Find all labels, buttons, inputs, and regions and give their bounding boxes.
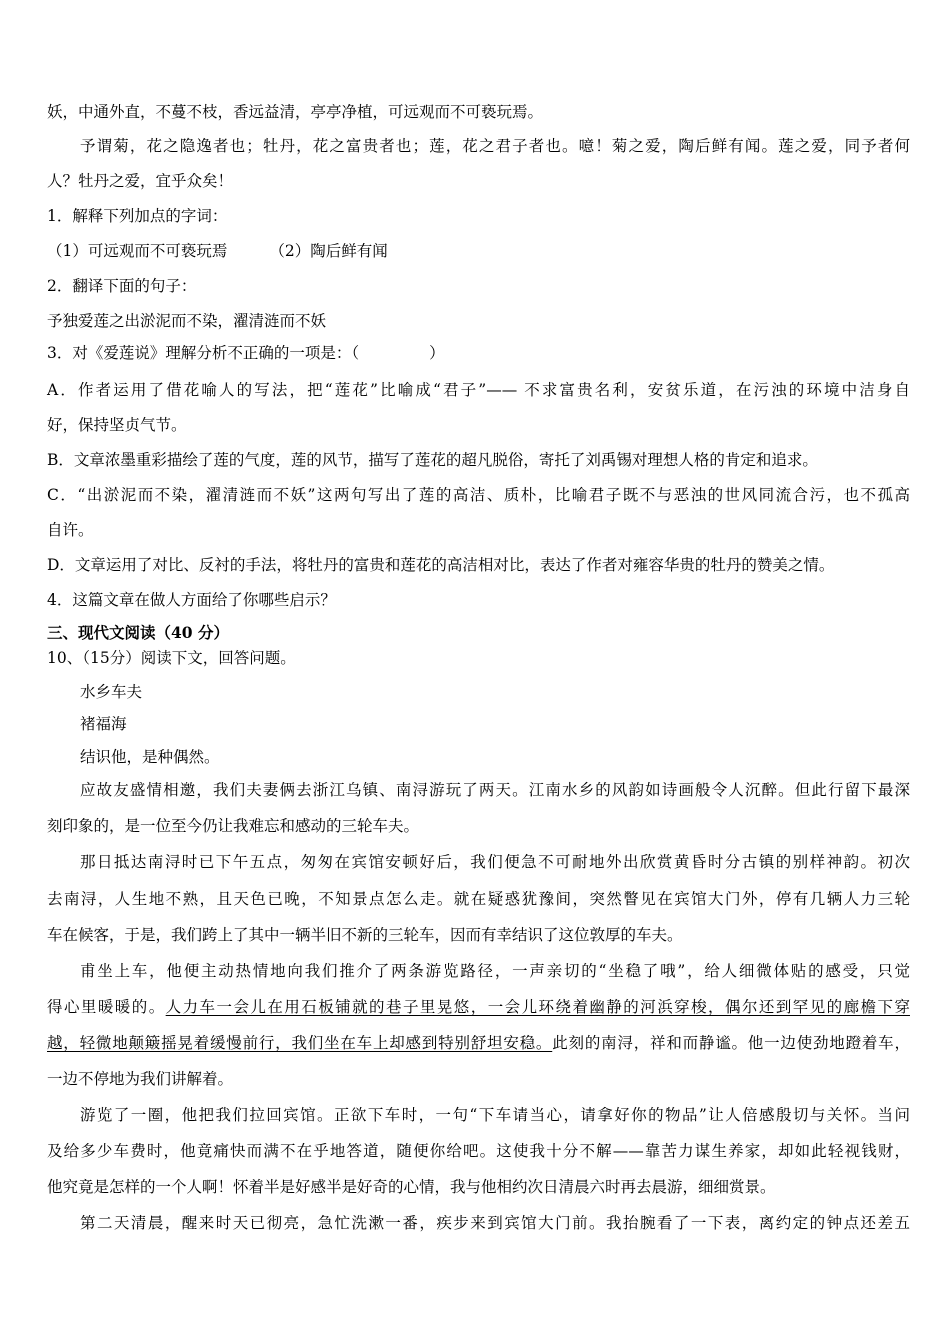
question-1-items (47, 240, 910, 262)
article-paragraph-3-line-2: 去南浔，人生地不熟，且天色已晚，不知景点怎么走。就在疑惑犹豫间，突然瞥见在宾馆大门外，停有几辆人力三轮 (47, 890, 910, 908)
question-1: 1．解释下列加点的字词： (47, 207, 228, 225)
article-paragraph-3-line-1: 那日抵达南浔时已下午五点，匆匆在宾馆安顿好后，我们便急不可耐地外出欣赏黄昏时分古镇的别样神韵。初次 (80, 853, 910, 871)
article-paragraph-1: 结识他，是种偶然。 (80, 748, 220, 766)
article-paragraph-6-line-1: 第二天清晨，醒来时天已彻亮，急忙洗漱一番，疾步来到宾馆大门前。我抬腕看了一下表，离约定的钟点还差五 (80, 1214, 910, 1232)
article-title: 水乡车夫 (80, 683, 143, 701)
question-10: 10、（15分）阅读下文，回答问题。 (47, 649, 296, 667)
question-1-item-b: （2）陶后鲜有闻 (269, 242, 388, 260)
option-c-line-2: 自许。 (47, 521, 94, 539)
option-d: D．文章运用了对比、反衬的手法，将牡丹的富贵和莲花的高洁相对比，表达了作者对雍容华贵的牡丹的赞美之情。 (47, 556, 835, 574)
article-paragraph-2-line-2: 刻印象的，是一位至今仍让我难忘和感动的三轮车夫。 (47, 817, 420, 835)
option-b: B．文章浓墨重彩描绘了莲的气度，莲的风节，描写了莲花的超凡脱俗，寄托了刘禹锡对理想人格的肯定和追求。 (47, 451, 818, 469)
article-paragraph-4-line-2 (47, 996, 910, 1018)
article-paragraph-2-line-1: 应故友盛情相邀，我们夫妻俩去浙江乌镇、南浔游玩了两天。江南水乡的风韵如诗画般令人沉醉。但此行留下最深 (80, 781, 910, 799)
article-paragraph-3-line-3: 车在候客，于是，我们跨上了其中一辆半旧不新的三轮车，因而有幸结识了这位敦厚的车夫。 (47, 926, 683, 944)
article-paragraph-4-line-3 (47, 1032, 910, 1054)
poem-line-2: 予谓菊，花之隐逸者也；牡丹，花之富贵者也；莲，花之君子者也。噫！菊之爱，陶后鲜有闻。莲之爱，同予者何 (80, 137, 910, 155)
underlined-sentence-end: 越，轻微地颠簸摇晃着缓慢前行，我们坐在车上却感到特别舒坦安稳。 (47, 1034, 553, 1052)
poem-line-1: 妖，中通外直，不蔓不枝，香远益清，亭亭净植，可远观而不可亵玩焉。 (47, 103, 544, 121)
question-2: 2．翻译下面的句子： (47, 277, 197, 295)
article-paragraph-5-line-2: 及给多少车费时，他竟痛快而满不在乎地答道，随便你给吧。这使我十分不解——靠苦力谋生养家，却如此轻视钱财， (47, 1142, 910, 1160)
section-title: 三、现代文阅读（40 分） (47, 623, 229, 642)
poem-line-3: 人？牡丹之爱，宜乎众矣！ (47, 172, 234, 190)
option-a-line-1: A．作者运用了借花喻人的写法，把“莲花”比喻成“君子”—— 不求富贵名利，安贫乐道，在污浊的环境中洁身自 (47, 381, 910, 399)
article-paragraph-4-line-4: 一边不停地为我们讲解着。 (47, 1070, 234, 1088)
question-3-close: ） (429, 344, 445, 362)
paragraph-4-text-cont: 此刻的南浔，祥和而静谧。他一边使劲地蹬着车， (552, 1034, 910, 1052)
underlined-sentence: 人力车一会儿在用石板铺就的巷子里晃悠，一会儿环绕着幽静的河浜穿梭，偶尔还到罕见的廊檐下穿 (165, 998, 910, 1016)
option-c-line-1: C．“出淤泥而不染，濯清涟而不妖”这两句写出了莲的高洁、质朴，比喻君子既不与恶浊的世风同流合污，也不孤高 (47, 486, 910, 504)
question-4: 4．这篇文章在做人方面给了你哪些启示？ (47, 591, 336, 609)
paragraph-4-text: 得心里暖暖的。 (47, 998, 166, 1016)
question-3 (47, 342, 910, 364)
article-paragraph-5-line-3: 他究竟是怎样的一个人啊！怀着半是好感半是好奇的心情，我与他相约次日清晨六时再去晨游，细细赏景。 (47, 1178, 776, 1196)
article-paragraph-4-line-1: 甫坐上车，他便主动热情地向我们推介了两条游览路径，一声亲切的“坐稳了哦”，给人细微体贴的感受，只觉 (80, 962, 910, 980)
question-1-item-a: （1）可远观而不可亵玩焉 (47, 242, 228, 260)
question-3-stem: 3．对《爱莲说》理解分析不正确的一项是：（ (47, 344, 360, 362)
question-2-sentence: 予独爱莲之出淤泥而不染，濯清涟而不妖 (47, 312, 327, 330)
article-author: 褚福海 (80, 715, 127, 733)
option-a-line-2: 好，保持坚贞气节。 (47, 416, 187, 434)
article-paragraph-5-line-1: 游览了一圈，他把我们拉回宾馆。正欲下车时，一句“下车请当心，请拿好你的物品”让人倍感殷切与关怀。当问 (80, 1106, 910, 1124)
